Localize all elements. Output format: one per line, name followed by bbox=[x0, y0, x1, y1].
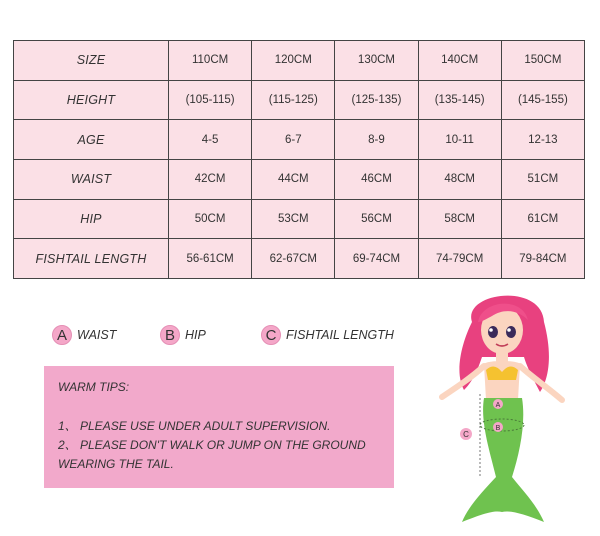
table-cell: 12-13 bbox=[501, 120, 584, 160]
legend-marker-b: B bbox=[160, 325, 180, 345]
table-cell: 6-7 bbox=[252, 120, 335, 160]
size-chart-table bbox=[13, 40, 585, 279]
table-cell: (115-125) bbox=[252, 80, 335, 120]
legend-label-waist: WAIST bbox=[77, 328, 117, 342]
right-eye-shine bbox=[507, 328, 511, 332]
torso bbox=[484, 361, 520, 400]
table-cell: 130CM bbox=[335, 41, 418, 81]
table-row-height bbox=[14, 80, 585, 120]
legend-waist bbox=[52, 323, 116, 347]
table-cell: 42CM bbox=[169, 159, 252, 199]
table-cell: 58CM bbox=[418, 199, 501, 239]
tip-item: 2、 PLEASE DON'T WALK OR JUMP ON THE GROUND bbox=[58, 438, 366, 452]
table-row-age bbox=[14, 120, 585, 160]
table-cell: 69-74CM bbox=[335, 239, 418, 279]
row-label: AGE bbox=[14, 120, 169, 160]
table-cell: 46CM bbox=[335, 159, 418, 199]
table-row-fishtail-length bbox=[14, 239, 585, 279]
legend-fishtail-length bbox=[261, 323, 394, 347]
table-cell: 4-5 bbox=[169, 120, 252, 160]
mermaid-tail bbox=[462, 398, 544, 522]
row-label: HEIGHT bbox=[14, 80, 169, 120]
table-cell: 74-79CM bbox=[418, 239, 501, 279]
mermaid-illustration bbox=[432, 282, 572, 532]
table-cell: 140CM bbox=[418, 41, 501, 81]
table-cell: 8-9 bbox=[335, 120, 418, 160]
row-label: HIP bbox=[14, 199, 169, 239]
table-cell: (145-155) bbox=[501, 80, 584, 120]
table-cell: 62-67CM bbox=[252, 239, 335, 279]
table-cell: 110CM bbox=[169, 41, 252, 81]
waist-marker-letter: A bbox=[495, 402, 501, 409]
left-eye-shine bbox=[489, 328, 493, 332]
table-row-waist bbox=[14, 159, 585, 199]
fishtail-marker-letter: C bbox=[463, 430, 469, 439]
tip-item: 1、 PLEASE USE UNDER ADULT SUPERVISION. bbox=[58, 419, 331, 433]
table-cell: 10-11 bbox=[418, 120, 501, 160]
legend-label-fishtail-length: FISHTAIL LENGTH bbox=[286, 328, 394, 342]
table-cell: 48CM bbox=[418, 159, 501, 199]
legend-marker-c: C bbox=[261, 325, 281, 345]
table-cell: 56-61CM bbox=[169, 239, 252, 279]
table-cell: 79-84CM bbox=[501, 239, 584, 279]
left-eye bbox=[488, 326, 498, 338]
row-label: SIZE bbox=[14, 41, 169, 81]
table-cell: (125-135) bbox=[335, 80, 418, 120]
table-cell: 120CM bbox=[252, 41, 335, 81]
table-cell: 56CM bbox=[335, 199, 418, 239]
table-cell: 150CM bbox=[501, 41, 584, 81]
table-cell: 61CM bbox=[501, 199, 584, 239]
legend-hip bbox=[160, 323, 206, 347]
legend-marker-a: A bbox=[52, 325, 72, 345]
table-cell: 44CM bbox=[252, 159, 335, 199]
table-row-hip bbox=[14, 199, 585, 239]
warm-tips-box bbox=[44, 366, 394, 488]
hip-marker-letter: B bbox=[495, 425, 501, 432]
row-label: FISHTAIL LENGTH bbox=[14, 239, 169, 279]
right-eye bbox=[506, 326, 516, 338]
row-label: WAIST bbox=[14, 159, 169, 199]
warm-tips-title: WARM TIPS: bbox=[58, 380, 130, 394]
table-cell: (105-115) bbox=[169, 80, 252, 120]
table-cell: 51CM bbox=[501, 159, 584, 199]
tip-item-continuation: WEARING THE TAIL. bbox=[58, 457, 174, 471]
neck bbox=[496, 352, 508, 362]
table-cell: 50CM bbox=[169, 199, 252, 239]
table-row-size bbox=[14, 41, 585, 81]
table-cell: 53CM bbox=[252, 199, 335, 239]
table-cell: (135-145) bbox=[418, 80, 501, 120]
legend-label-hip: HIP bbox=[185, 328, 206, 342]
